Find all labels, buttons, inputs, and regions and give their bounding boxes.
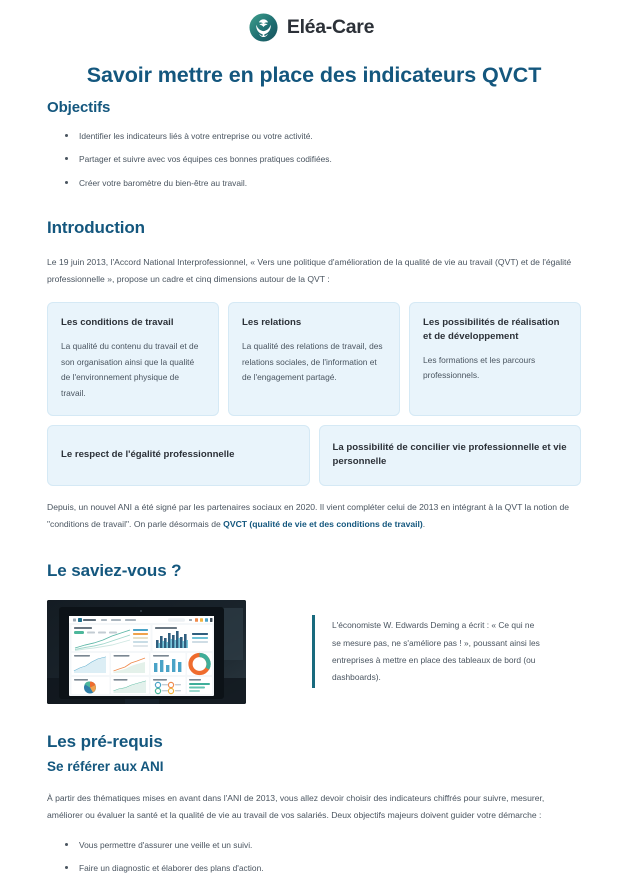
dashboard-photo xyxy=(47,600,246,704)
closing-text-after: . xyxy=(422,519,426,530)
section-heading-introduction: Introduction xyxy=(47,217,145,237)
did-you-know-media-row xyxy=(47,599,581,704)
prerequisites-paragraph: À partir des thématiques mises en avant dans l'ANI de 2013, vous allez devoir choisir des indicateurs chiffrés pour suivre, mesurer, améliorer ou évaluer la santé et la qualité de vie au travail de vos salariés. Deux objectifs majeurs doivent guider votre démarche : xyxy=(47,793,545,821)
section-heading-saviez-vous: Le saviez-vous ? xyxy=(47,561,182,581)
brand-name: Eléa-Care xyxy=(286,15,375,38)
list-item: Faire un diagnostic et élaborer des plans d'action. xyxy=(65,862,581,875)
list-item: Partager et suivre avec vos équipes ces bonnes pratiques codifiées. xyxy=(65,153,581,166)
list-item: Créer votre baromètre du bien-être au travail. xyxy=(65,177,581,190)
dimension-card-title: Les relations xyxy=(242,317,302,329)
dimension-card-title: Les possibilités de réalisation et de développement xyxy=(423,317,560,342)
dimension-card-title: Les conditions de travail xyxy=(61,317,174,329)
dimension-card xyxy=(47,425,310,486)
dimension-card-title: La possibilité de concilier vie professionnelle et vie personnelle xyxy=(332,442,567,468)
dimension-cards-row-1 xyxy=(47,302,581,416)
page-title: Savoir mettre en place des indicateurs QVCT xyxy=(86,63,542,87)
quote-text: L'économiste W. Edwards Deming a écrit : « Ce qui ne se mesure pas, ne s'améliore pas ! », poussant ainsi les entreprises à mettre en place des tableaux de bord (ou dashboards). xyxy=(332,620,540,683)
deming-quote xyxy=(312,615,541,688)
dimension-card-body: La qualité du contenu du travail et de son organisation ainsi que la qualité de l'environnement physique de travail. xyxy=(61,340,199,398)
dimension-card xyxy=(228,302,400,416)
dimension-card xyxy=(47,302,219,416)
dimension-card xyxy=(409,302,581,416)
closing-text-before: Depuis, un nouvel ANI a été signé par les partenaires sociaux en 2020. Il vient compléter celui de 2013 en intégrant à la QVT la notion de "conditions de travail". On parle désormais de xyxy=(47,501,569,530)
dimension-card-body: La qualité des relations de travail, des relations sociales, de l'information et de l'engagement partagé. xyxy=(242,340,383,383)
list-item: Vous permettre d'assurer une veille et un suivi. xyxy=(65,839,581,852)
subsection-heading-ani: Se référer aux ANI xyxy=(47,759,164,775)
dimension-card-body: Les formations et les parcours professionnels. xyxy=(423,354,536,381)
dimension-card xyxy=(319,425,582,486)
dimension-cards-row-2 xyxy=(47,425,581,486)
dimension-card-title: Le respect de l'égalité professionnelle xyxy=(61,449,235,461)
brand-header xyxy=(0,0,623,48)
section-heading-objectifs: Objectifs xyxy=(47,98,111,116)
elea-care-logo-icon xyxy=(249,13,278,42)
introduction-closing-paragraph xyxy=(47,499,581,533)
objectives-list xyxy=(47,130,581,190)
section-heading-pre-requis: Les pré-requis xyxy=(47,732,163,752)
list-item: Identifier les indicateurs liés à votre entreprise ou votre activité. xyxy=(65,130,581,143)
prerequisites-list xyxy=(47,839,581,875)
introduction-paragraph: Le 19 juin 2013, l'Accord National Interprofessionnel, « Vers une politique d'amélioration de la qualité de vie au travail (QVT) et de l'égalité professionnelle », propose un cadre et cinq dimensions autour de la QVT : xyxy=(47,256,572,284)
qvct-definition-link[interactable]: QVCT (qualité de vie et des conditions de travail) xyxy=(223,519,423,530)
